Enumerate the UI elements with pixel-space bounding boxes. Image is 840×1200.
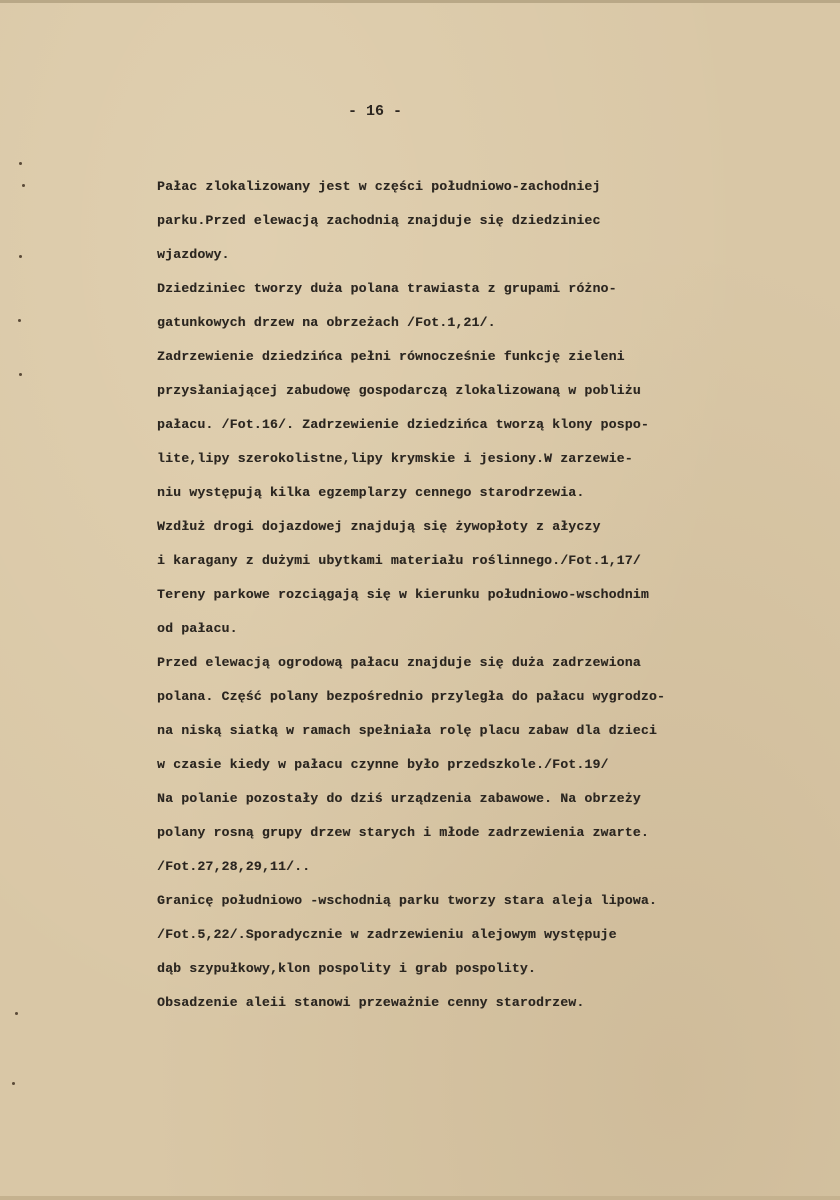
text-line: w czasie kiedy w pałacu czynne było przedszkole./Fot.19/ xyxy=(157,757,609,772)
margin-punch-mark xyxy=(19,255,22,258)
text-line: Pałac zlokalizowany jest w części południowo-zachodniej xyxy=(157,179,601,194)
text-line: Na polanie pozostały do dziś urządzenia zabawowe. Na obrzeży xyxy=(157,791,641,806)
page-number: - 16 - xyxy=(347,103,402,120)
text-line: i karagany z dużymi ubytkami materiału roślinnego./Fot.1,17/ xyxy=(157,553,641,568)
margin-punch-mark xyxy=(12,1082,15,1085)
text-line: niu występują kilka egzemplarzy cennego starodrzewia. xyxy=(157,485,585,500)
text-line: polany rosną grupy drzew starych i młode zadrzewienia zwarte. xyxy=(157,825,649,840)
text-line: przysłaniającej zabudowę gospodarczą zlokalizowaną w pobliżu xyxy=(157,383,641,398)
text-line: na niską siatką w ramach spełniała rolę placu zabaw dla dzieci xyxy=(157,723,657,738)
text-line: parku.Przed elewacją zachodnią znajduje się dziedziniec xyxy=(157,213,601,228)
text-line: /Fot.5,22/.Sporadycznie w zadrzewieniu alejowym występuje xyxy=(157,927,617,942)
page-bottom-edge xyxy=(0,1196,840,1200)
page-top-edge xyxy=(0,0,840,3)
text-line: dąb szypułkowy,klon pospolity i grab pospolity. xyxy=(157,961,536,976)
text-line: Tereny parkowe rozciągają się w kierunku południowo-wschodnim xyxy=(157,587,649,602)
text-line: /Fot.27,28,29,11/.. xyxy=(157,859,311,874)
text-line: lite,lipy szerokolistne,lipy krymskie i jesiony.W zarzewie- xyxy=(157,451,633,466)
text-line: Zadrzewienie dziedzińca pełni równocześnie funkcję zieleni xyxy=(157,349,625,364)
text-line: Przed elewacją ogrodową pałacu znajduje się duża zadrzewiona xyxy=(157,655,641,670)
body-text xyxy=(157,170,807,1020)
margin-punch-mark xyxy=(19,162,22,165)
margin-punch-mark xyxy=(22,184,25,187)
text-line: gatunkowych drzew na obrzeżach /Fot.1,21/. xyxy=(157,315,496,330)
text-line: Obsadzenie aleii stanowi przeważnie cenny starodrzew. xyxy=(157,995,585,1010)
text-line: polana. Część polany bezpośrednio przyległa do pałacu wygrodzo- xyxy=(157,689,666,704)
margin-punch-mark xyxy=(15,1012,18,1015)
text-line: od pałacu. xyxy=(157,621,238,636)
text-line: Granicę południowo -wschodnią parku tworzy stara aleja lipowa. xyxy=(157,893,657,908)
text-line: Dziedziniec tworzy duża polana trawiasta z grupami różno- xyxy=(157,281,617,296)
text-line: Wzdłuż drogi dojazdowej znajdują się żywopłoty z ałyczy xyxy=(157,519,601,534)
margin-punch-mark xyxy=(19,373,22,376)
text-line: pałacu. /Fot.16/. Zadrzewienie dziedzińca tworzą klony pospo- xyxy=(157,417,649,432)
text-line: wjazdowy. xyxy=(157,247,230,262)
margin-punch-mark xyxy=(18,319,21,322)
